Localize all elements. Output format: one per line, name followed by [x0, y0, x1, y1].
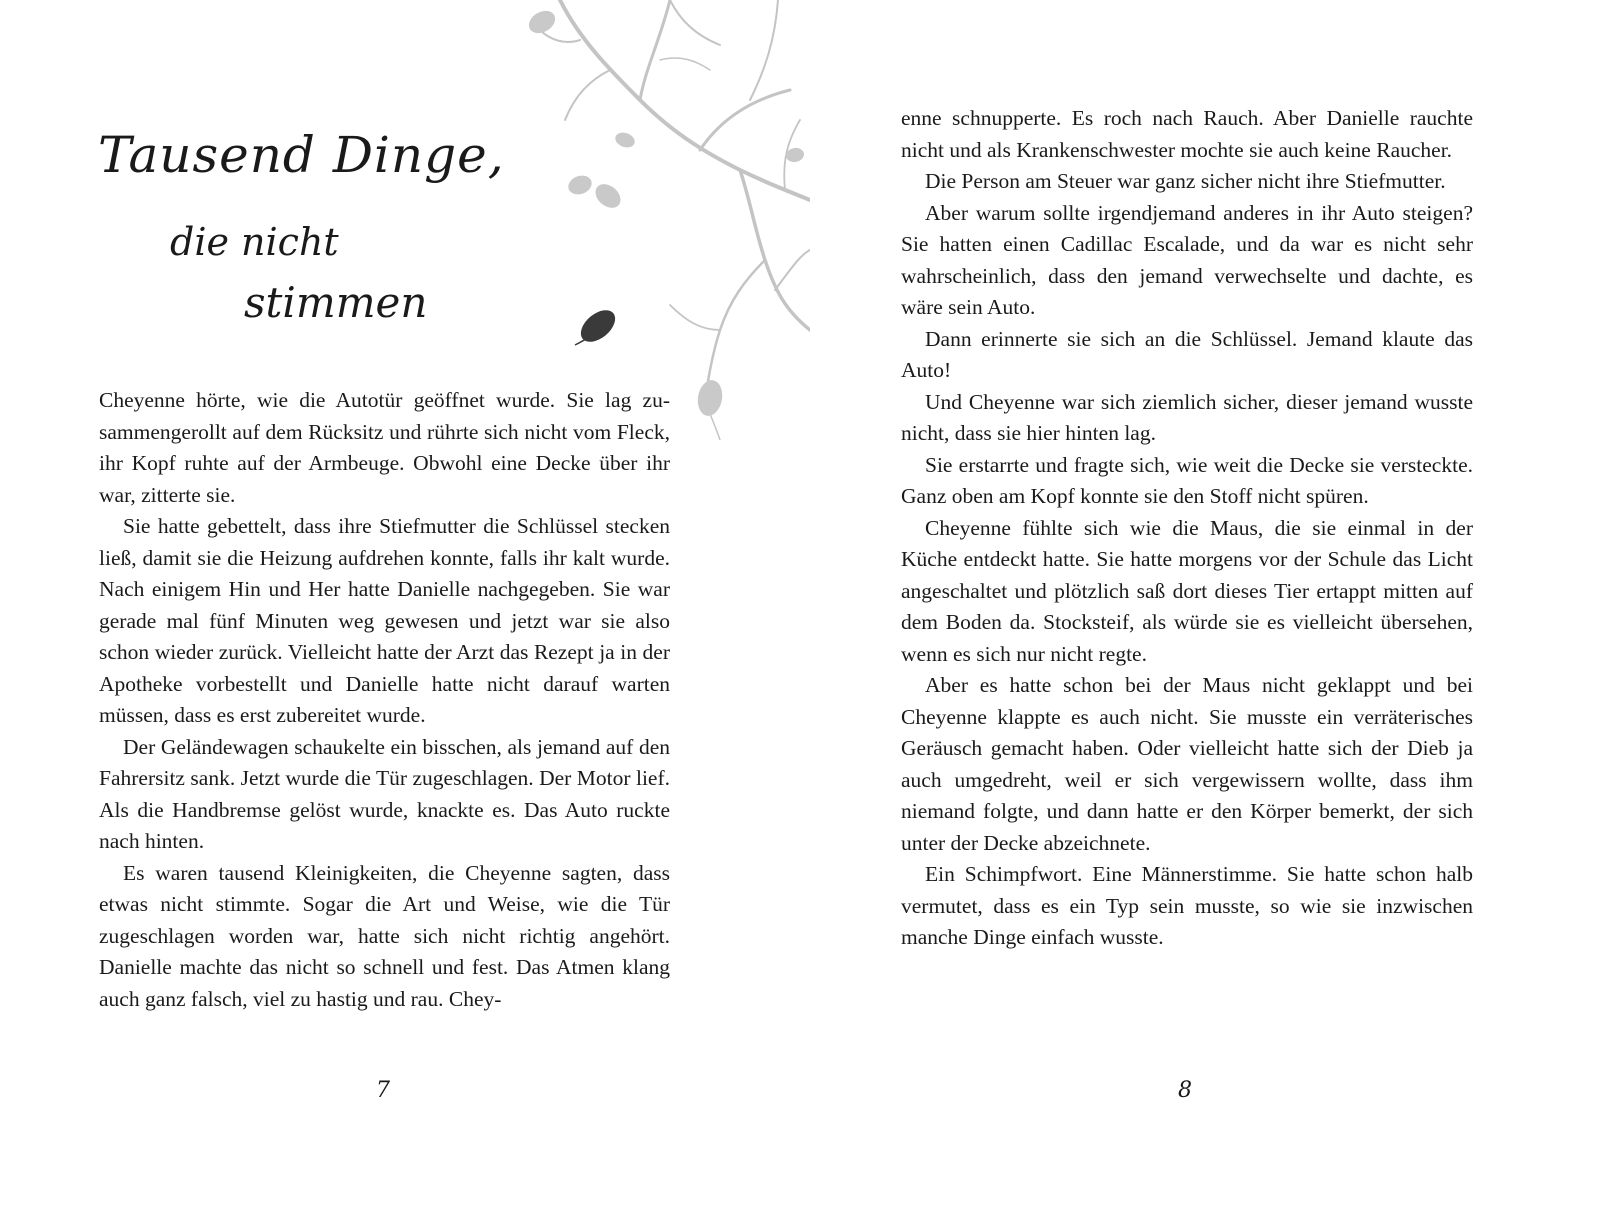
paragraph: Ein Schimpfwort. Eine Männerstimme. Sie hatte schon halb vermutet, dass es ein Typ sein musste, so wie sie inzwischen manche Dinge einfach wusste.	[901, 862, 1473, 949]
paragraph: Cheyenne hörte, wie die Autotür geöffnet wurde. Sie lag zusammengerollt auf dem Rücksitz und rührte sich nicht vom Fleck, ihr Kopf ruhte auf der Armbeuge. Obwohl eine Decke über ihr war, zitterte sie.	[99, 388, 670, 507]
chapter-title-line-1: Tausend Dinge,	[98, 126, 505, 184]
paragraph: Sie hatte gebettelt, dass ihre Stiefmutter die Schlüssel stecken ließ, damit sie die Heizung aufdrehen konnte, falls ihr kalt wurde. Nach einigem Hin und Her hatte Danielle nachgegeben. Sie war gerade mal fünf Minuten weg gewesen und jetzt war sie also schon wieder zurück. Vielleicht hatte der Arzt das Rezept ja in der Apotheke vorbestellt und Danielle hatte nicht darauf warten müssen, dass es erst zubereitet wurde.	[99, 514, 670, 727]
paragraph: Die Person am Steuer war ganz sicher nicht ihre Stiefmutter.	[925, 169, 1446, 193]
paragraph: Cheyenne fühlte sich wie die Maus, die sie einmal in der Küche entdeckt hatte. Sie hatte morgens vor der Schule das Licht angeschaltet und plötzlich saß dort dieses Tier ertappt mitten auf dem Boden da. Stocksteif, als würde sie es vielleicht übersehen, wenn es sich nur nicht regte.	[901, 515, 1473, 666]
paragraph: Sie erstarrte und fragte sich, wie weit die Decke sie versteckte. Ganz oben am Kopf konnte sie den Stoff nicht spüren.	[901, 452, 1473, 508]
paragraph: Dann erinnerte sie sich an die Schlüssel. Jemand klaute das Auto!	[901, 326, 1473, 382]
paragraph: Und Cheyenne war sich ziemlich sicher, dieser jemand wusste nicht, dass sie hier hinten lag.	[901, 389, 1473, 445]
paragraph: Aber es hatte schon bei der Maus nicht geklappt und bei Cheyenne klappte es auch nicht. Sie musste ein verräterisches Geräusch gemacht haben. Oder vielleicht hatte sich der Dieb ja auch umgedreht, weil er sich vergewissern wollte, dass ihm niemand folgte, und dann hatte er den Körper bemerkt, der sich unter der Decke abzeichnete.	[901, 673, 1473, 855]
paragraph: Der Geländewagen schaukelte ein bisschen, als jemand auf den Fahrersitz sank. Jetzt wurde die Tür zugeschlagen. Der Motor lief. Als die Handbremse gelöst wurde, knackte es. Das Auto ruckte nach hinten.	[99, 734, 670, 853]
right-page-body-text	[901, 103, 1473, 954]
page-number-left: 7	[376, 1078, 390, 1103]
paragraph: enne schnupperte. Es roch nach Rauch. Aber Danielle rauchte nicht und als Krankenschwester mochte sie auch keine Raucher.	[901, 106, 1473, 162]
left-page-body-text	[99, 385, 670, 1015]
paragraph: Aber warum sollte irgendjemand anderes in ihr Auto steigen? Sie hatten einen Cadillac Escalade, und da war es nicht sehr wahrscheinlich, dass den jemand verwechselte und dachte, es wäre sein Auto.	[901, 200, 1473, 319]
paragraph: Es waren tausend Kleinigkeiten, die Cheyenne sagten, dass etwas nicht stimmte. Sogar die Art und Weise, wie die Tür zugeschlagen worden war, hatte sich nicht richtig angehört. Danielle machte das nicht so schnell und fest. Das Atmen klang auch ganz falsch, viel zu hastig und rau. Chey-	[99, 860, 670, 1011]
chapter-title	[98, 118, 538, 338]
tree-branch-illustration	[520, 0, 810, 440]
page-number-right: 8	[1178, 1078, 1192, 1103]
chapter-title-line-2: die nicht	[170, 220, 339, 264]
chapter-title-line-3: stimmen	[244, 278, 428, 327]
